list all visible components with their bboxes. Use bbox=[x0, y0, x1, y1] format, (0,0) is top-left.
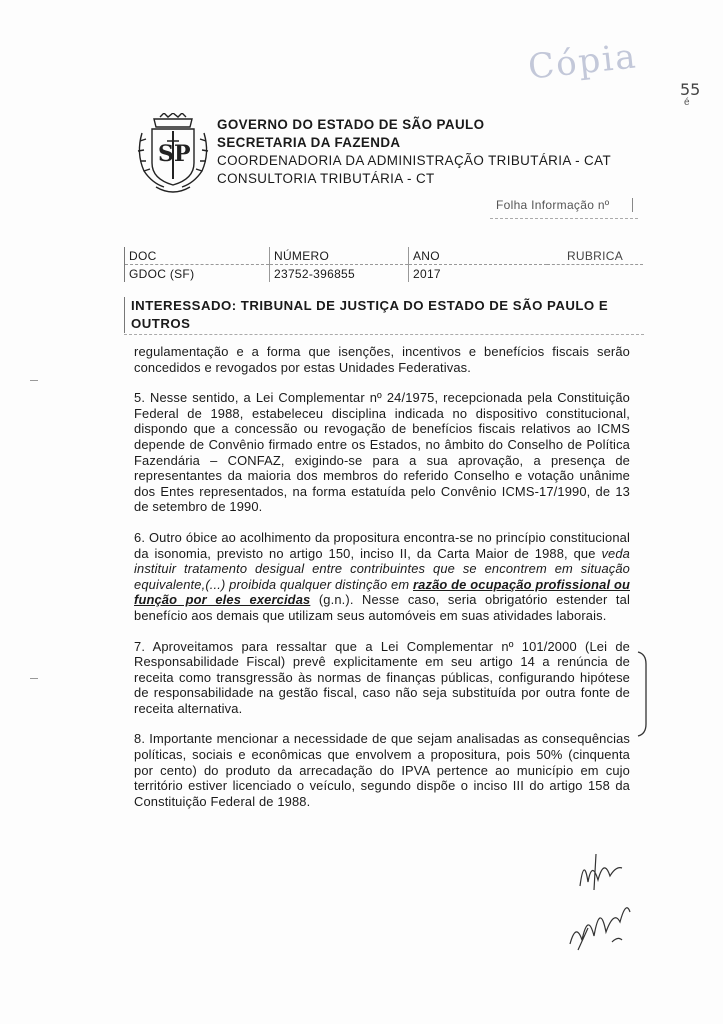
header-doc: DOC bbox=[125, 247, 270, 265]
letterhead-secretariat: SECRETARIA DA FAZENDA bbox=[217, 135, 401, 150]
table-header-row bbox=[125, 247, 644, 265]
document-info-table bbox=[124, 247, 643, 282]
paragraph-7: 7. Aproveitamos para ressaltar que a Lei Complementar nº 101/2000 (Lei de Responsabilidade Fiscal) prevê explicitamente em seu artigo 14 a renúncia de receita como transgressão às normas de finanças públicas, configurando hipótese de responsabilidade na gestão fiscal, caso não seja substituída por outra fonte de receita alternativa. bbox=[134, 638, 630, 716]
letterhead-consultancy: CONSULTORIA TRIBUTÁRIA - CT bbox=[217, 171, 435, 186]
copy-stamp: Cópia bbox=[526, 36, 640, 88]
interessado-field: INTERESSADO: TRIBUNAL DE JUSTIÇA DO ESTADO DE SÃO PAULO E OUTROS bbox=[124, 297, 645, 333]
initials-signature-icon bbox=[574, 846, 634, 896]
divider bbox=[124, 334, 644, 335]
margin-mark bbox=[30, 380, 38, 381]
value-doc: GDOC (SF) bbox=[125, 265, 270, 283]
svg-text:P: P bbox=[174, 141, 191, 167]
folio-number: 55 bbox=[680, 80, 701, 99]
paragraph-6-emphasis: razão de ocupação profissional ou função por eles exercidas bbox=[134, 576, 630, 608]
handwritten-signature-icon bbox=[560, 892, 640, 956]
document-body bbox=[134, 344, 630, 809]
paragraph-6-quote: veda instituir tratamento desigual entre contribuintes que se encontrem em situação equivalente,(...) proibida qualquer distinção em bbox=[134, 545, 630, 592]
letterhead-coordination: COORDENADORIA DA ADMINISTRAÇÃO TRIBUTÁRIA - CAT bbox=[217, 153, 612, 168]
value-rubrica bbox=[547, 265, 643, 283]
paragraph-6-intro: 6. Outro óbice ao acolhimento da propositura encontra-se no princípio constitucional da isonomia, previsto no artigo 150, inciso II, da Carta Maior de 1988, que bbox=[134, 529, 630, 561]
letterhead-government: GOVERNO DO ESTADO DE SÃO PAULO bbox=[217, 117, 485, 132]
paragraph-6 bbox=[134, 530, 630, 624]
folio-mark: é bbox=[684, 97, 690, 108]
letterhead bbox=[217, 116, 611, 188]
value-ano: 2017 bbox=[409, 265, 548, 283]
folha-informacao-label: Folha Informação nº bbox=[496, 198, 633, 212]
svg-text:S: S bbox=[158, 141, 174, 167]
paragraph-continuation: regulamentação e a forma que isenções, incentivos e benefícios fiscais serão concedidos e revogados por estas Unidades Federativas. bbox=[134, 344, 630, 375]
value-numero: 23752-396855 bbox=[270, 265, 409, 283]
paragraph-8: 8. Importante mencionar a necessidade de que sejam analisadas as consequências políticas, sociais e econômicas que envolvem a propositura, pois 50% (cinquenta por cento) do produto da arrecadação do IPVA pertence ao município em cujo território estiver licenciado o veículo, segundo dispõe o inciso III do artigo 158 da Constituição Federal de 1988. bbox=[134, 731, 630, 809]
table-row bbox=[125, 265, 644, 283]
header-rubrica: RUBRICA bbox=[547, 247, 643, 265]
paragraph-5: 5. Nesse sentido, a Lei Complementar nº 24/1975, recepcionada pela Constituição Federal de 1988, estabeleceu disciplina indicada no dispositivo constitucional, dispondo que a concessão ou revogação de benefícios fiscais relativos ao ICMS depende de Convênio firmado entre os Estados, no âmbito do Conselho de Política Fazendária – CONFAZ, exigindo-se para a sua aprovação, a presença de representantes da maioria dos membros do referido Conselho e votação unânime dos Entes representados, na forma estatuída pelo Convênio ICMS-17/1990, de 13 de setembro de 1990. bbox=[134, 390, 630, 515]
sao-paulo-crest-icon bbox=[134, 113, 212, 197]
header-ano: ANO bbox=[409, 247, 548, 265]
header-numero: NÚMERO bbox=[270, 247, 409, 265]
divider bbox=[490, 218, 638, 219]
margin-mark bbox=[30, 678, 38, 679]
paragraph-6-conclusion: (g.n.). Nesse caso, seria obrigatório estender tal benefício aos demais que utilizam seus automóveis em suas atividades laborais. bbox=[134, 592, 630, 623]
margin-bracket-icon bbox=[636, 650, 648, 738]
